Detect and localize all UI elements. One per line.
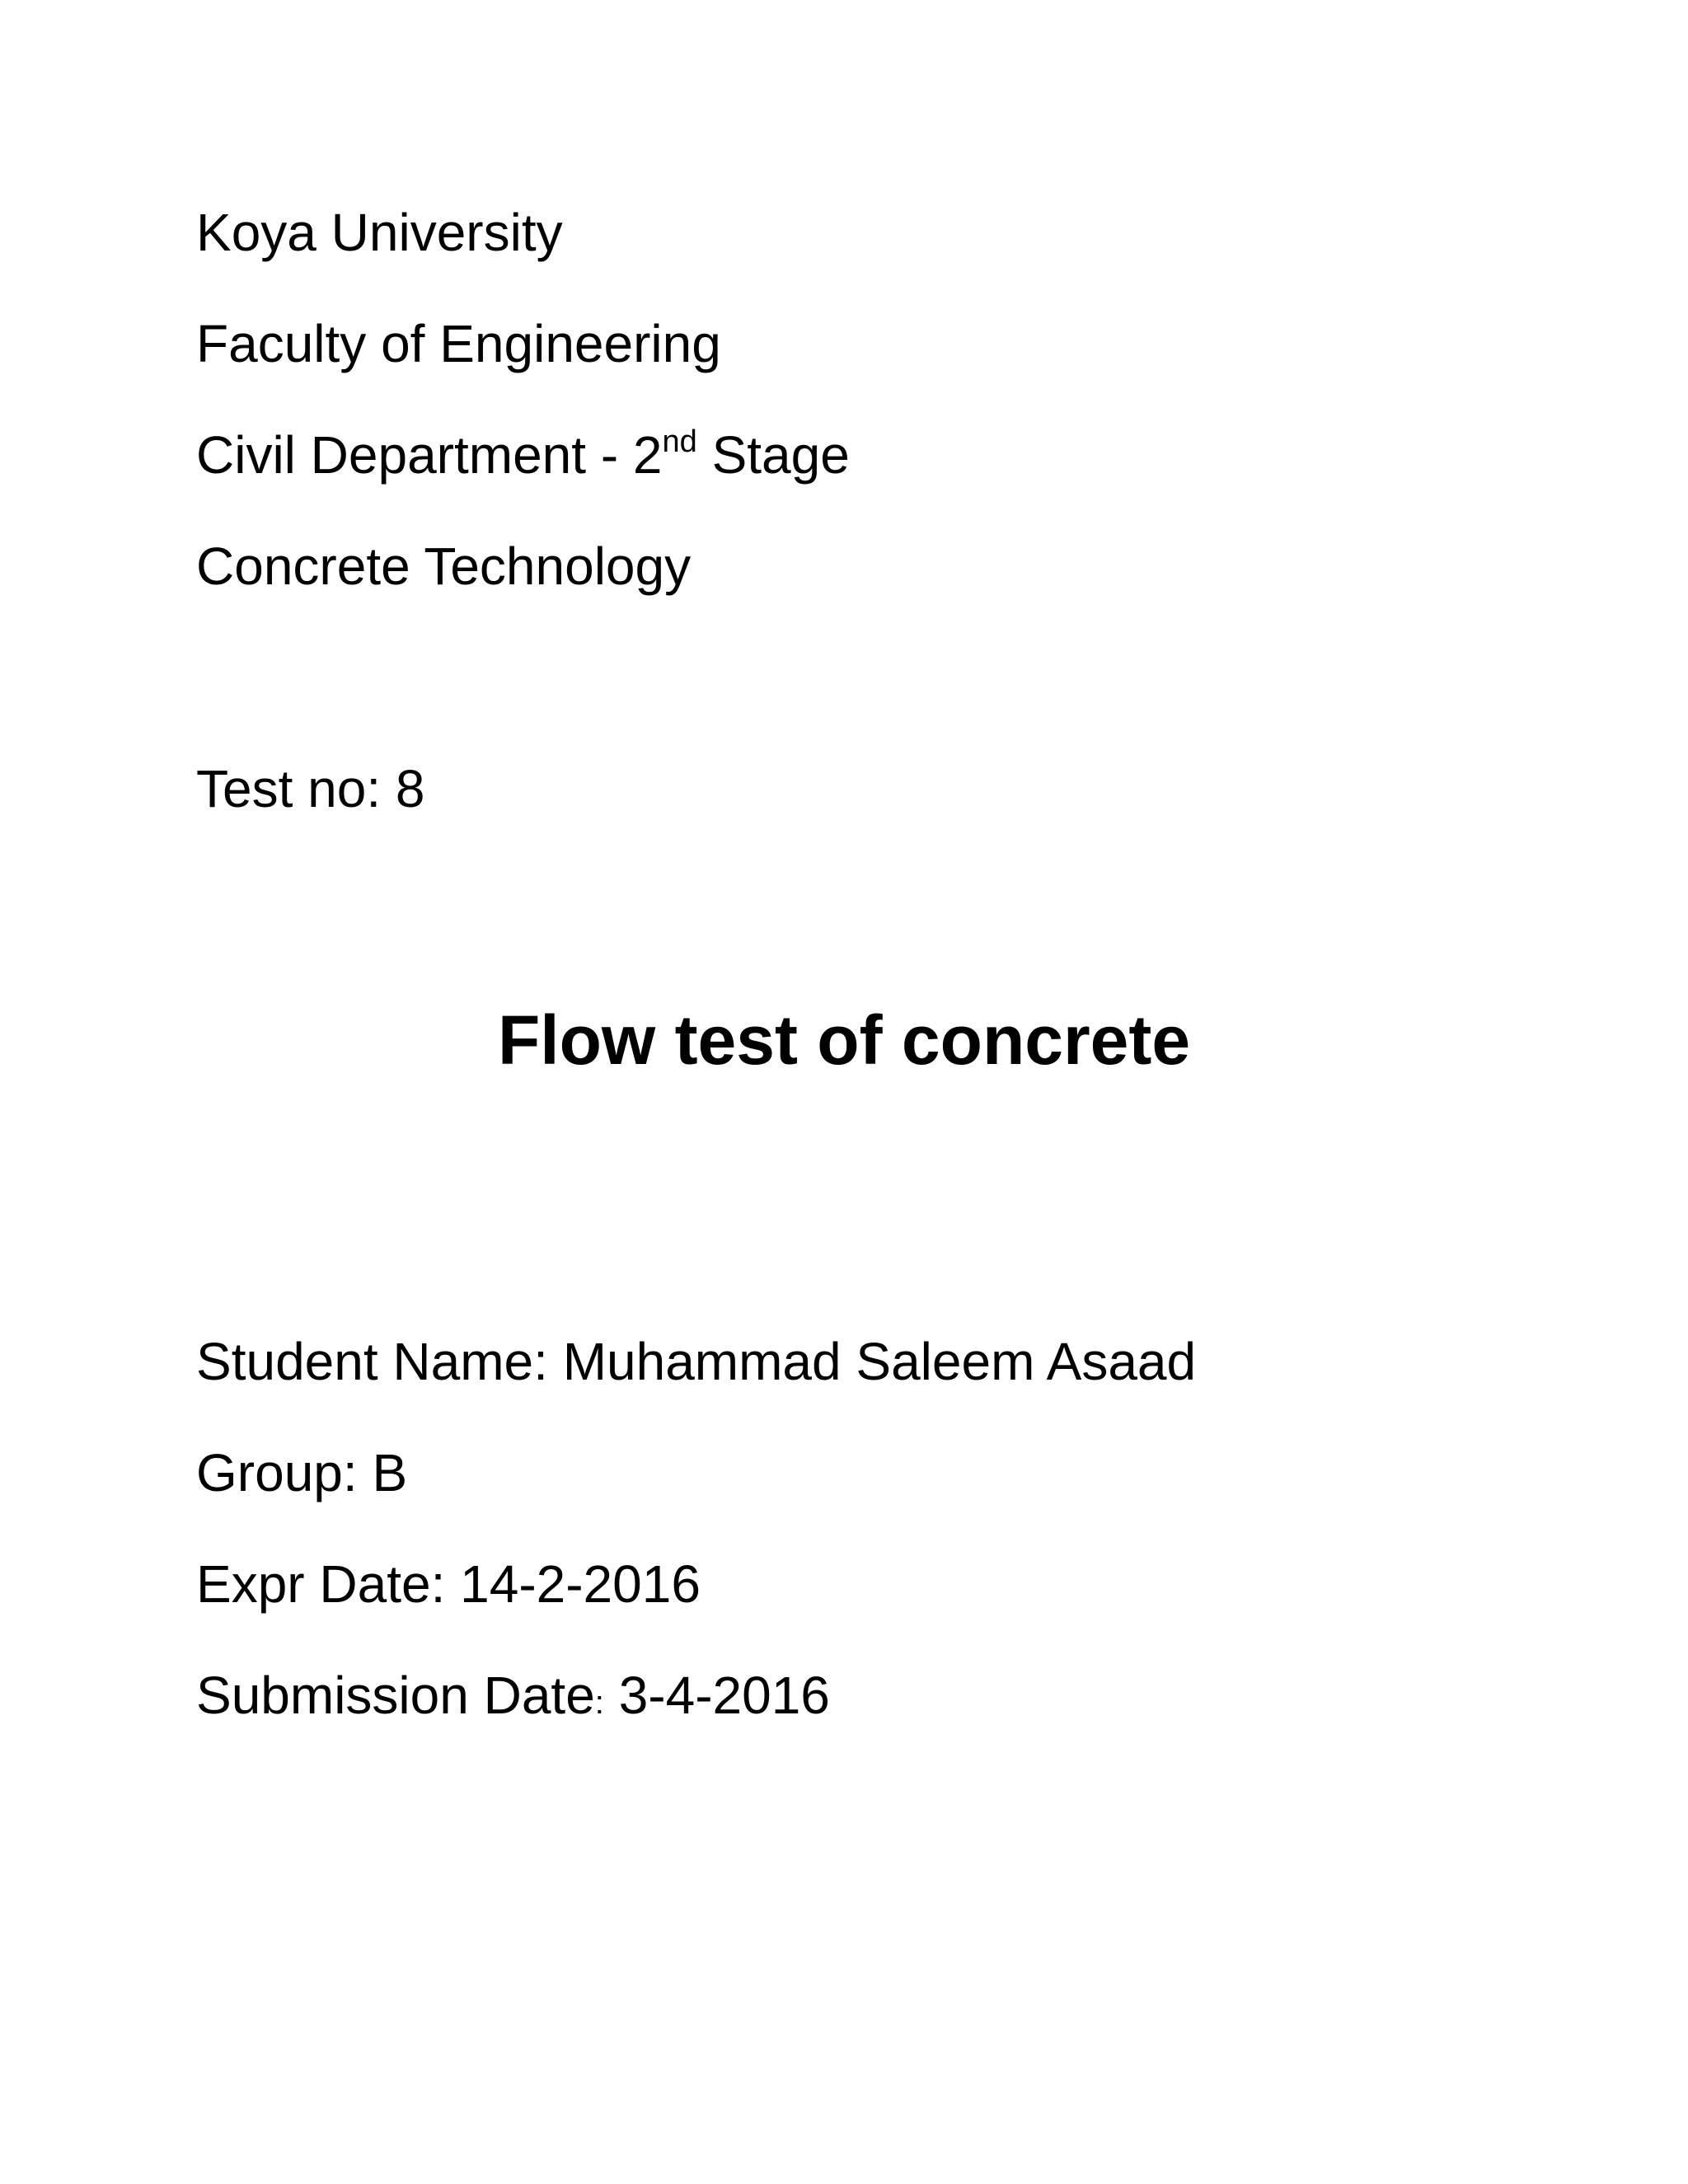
department-suffix: Stage xyxy=(696,425,850,485)
test-number: Test no: 8 xyxy=(196,759,425,818)
report-title: Flow test of concrete xyxy=(497,1001,1191,1079)
university-name: Koya University xyxy=(196,203,563,262)
faculty-name: Faculty of Engineering xyxy=(196,314,721,373)
course-name: Concrete Technology xyxy=(196,537,692,596)
submission-date xyxy=(196,1666,830,1725)
student-name: Student Name: Muhammad Saleem Asaad xyxy=(196,1332,1197,1391)
submission-date-label: Submission Date xyxy=(196,1666,595,1725)
submission-colon: : xyxy=(594,1685,604,1721)
department-prefix: Civil Department - 2 xyxy=(196,425,663,485)
experiment-date: Expr Date: 14-2-2016 xyxy=(196,1554,701,1614)
department-stage xyxy=(196,424,850,485)
stage-ordinal-suffix: nd xyxy=(662,424,697,459)
submission-date-value: 3-4-2016 xyxy=(603,1666,830,1725)
student-group: Group: B xyxy=(196,1443,408,1502)
